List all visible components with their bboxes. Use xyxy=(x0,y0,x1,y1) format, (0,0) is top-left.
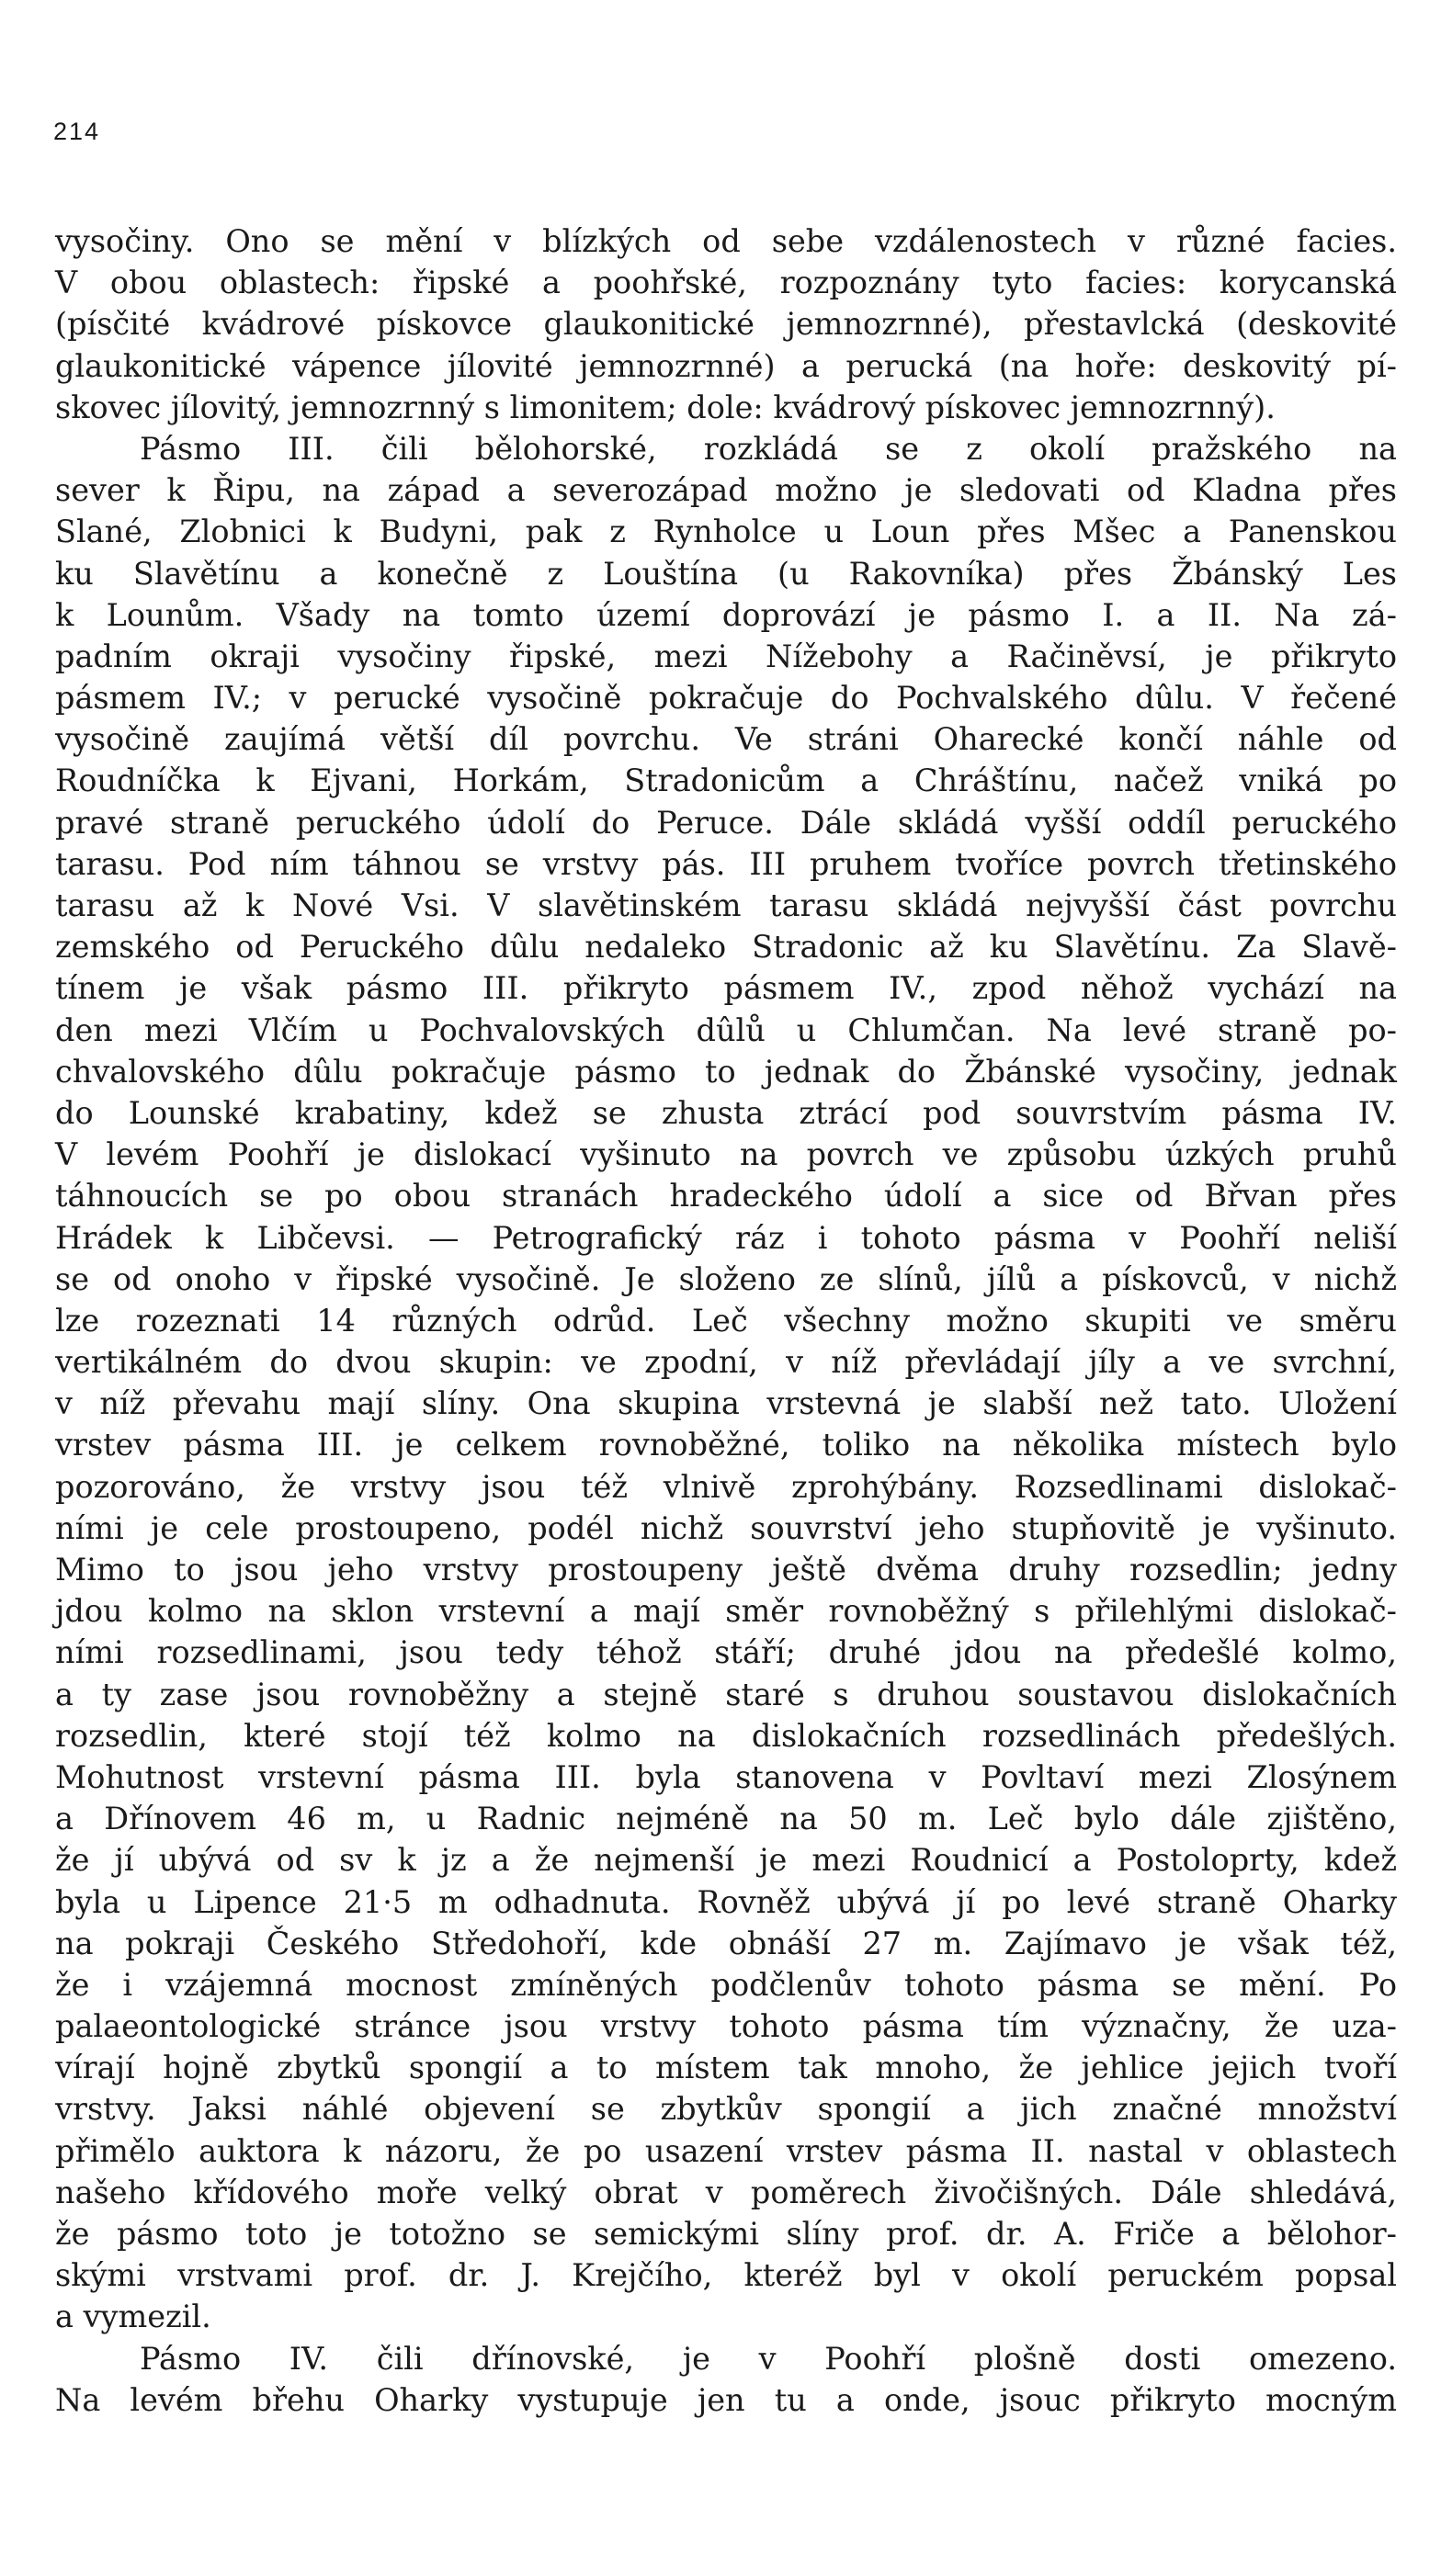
page-number: 214 xyxy=(53,118,101,145)
text-line: tarasu až k Nové Vsi. V slavětinském tarasu skládá nejvyšší část povrchu xyxy=(55,887,1397,923)
text-line: našeho křídového moře velký obrat v poměrech živočišných. Dále shledává, xyxy=(55,2174,1397,2210)
text-line: Mimo to jsou jeho vrstvy prostoupeny ještě dvěma druhy rozsedlin; jedny xyxy=(55,1552,1397,1587)
text-line: přimělo auktora k názoru, že po usazení vrstev pásma II. nastal v oblastech xyxy=(55,2132,1397,2169)
text-line: Na levém břehu Oharky vystupuje jen tu a onde, jsouc přikryto mocným xyxy=(55,2381,1397,2418)
text-line: lze rozeznati 14 různých odrůd. Leč všechny možno skupiti ve směru xyxy=(55,1302,1397,1339)
text-line: pásmem IV.; v perucké vysočině pokračuje do Pochvalského dûlu. V řečené xyxy=(55,680,1397,717)
text-line: vysočině zaujímá větší díl povrchu. Ve stráni Oharecké končí náhle od xyxy=(55,721,1397,758)
text-line: vysočiny. Ono se mění v blízkých od sebe vzdálenostech v různé facies. xyxy=(55,223,1397,259)
text-line: pozorováno, že vrstvy jsou též vlnivě zprohýbány. Rozsedlinami dislokač- xyxy=(55,1468,1397,1505)
text-line: že i vzájemná mocnost zmíněných podčlenův tohoto pásma se mění. Po xyxy=(55,1966,1397,2003)
text-line: vírají hojně zbytků spongií a to místem tak mnoho, že jehlice jejich tvoří xyxy=(55,2050,1397,2086)
text-line: sever k Řipu, na západ a severozápad možno je sledovati od Kladna přes xyxy=(55,472,1397,509)
text-line: ními rozsedlinami, jsou tedy téhož stáří; druhé jdou na předešlé kolmo, xyxy=(55,1634,1397,1671)
text-line: tarasu. Pod ním táhnou se vrstvy pás. III pruhem tvoříce povrch třetinského xyxy=(55,845,1397,882)
text-line: rozsedlin, které stojí též kolmo na dislokačních rozsedlinách předešlých. xyxy=(55,1717,1397,1754)
text-line: Hrádek k Libčevsi. — Petrografický ráz i tohoto pásma v Poohří neliší xyxy=(55,1219,1397,1256)
text-line: glaukonitické vápence jílovité jemnozrnné) a perucká (na hoře: deskovitý pí- xyxy=(55,347,1397,384)
text-line: že jí ubývá od sv k jz a že nejmenší je mezi Roudnicí a Postoloprty, kdež xyxy=(55,1842,1397,1879)
text-line: chvalovského dûlu pokračuje pásmo to jednak do Žbánské vysočiny, jednak xyxy=(55,1053,1397,1090)
text-line: padním okraji vysočiny řipské, mezi Nížebohy a Račiněvsí, je přikryto xyxy=(55,638,1397,674)
text-line: Slané, Zlobnici k Budyni, pak z Rynholce u Loun přes Mšec a Panenskou xyxy=(55,514,1397,550)
text-line: pravé straně peruckého údolí do Peruce. Dále skládá vyšší oddíl peruckého xyxy=(55,804,1397,841)
text-line: na pokraji Českého Středohoří, kde obnáší 27 m. Zajímavo je však též, xyxy=(55,1925,1397,1961)
text-line: do Lounské krabatiny, kdež se zhusta ztrácí pod souvrstvím pásma IV. xyxy=(55,1094,1397,1131)
text-line: byla u Lipence 21·5 m odhadnuta. Rovněž ubývá jí po levé straně Oharky xyxy=(55,1883,1397,1920)
text-line: zemského od Peruckého dûlu nedaleko Stradonic až ku Slavětínu. Za Slavě- xyxy=(55,929,1397,966)
text-line: se od onoho v řipské vysočině. Je složeno ze slínů, jílů a pískovců, v nichž xyxy=(55,1260,1397,1297)
text-line: Roudníčka k Ejvani, Horkám, Stradonicům a Chráštínu, načež vniká po xyxy=(55,763,1397,799)
text-line: a ty zase jsou rovnoběžny a stejně staré s druhou soustavou dislokačních xyxy=(55,1676,1397,1712)
text-line: vrstvy. Jaksi náhlé objevení se zbytkův spongií a jich značné množství xyxy=(55,2091,1397,2128)
text-line: vrstev pásma III. je celkem rovnoběžné, toliko na několika místech bylo xyxy=(55,1427,1397,1463)
text-line: vertikálném do dvou skupin: ve zpodní, v níž převládají jíly a ve svrchní, xyxy=(55,1344,1397,1381)
text-line: v níž převahu mají slíny. Ona skupina vrstevná je slabší než tato. Uložení xyxy=(55,1385,1397,1422)
text-line: V obou oblastech: řipské a poohřské, rozpoznány tyto facies: korycanská xyxy=(55,265,1397,301)
text-line: V levém Poohří je dislokací vyšinuto na povrch ve způsobu úzkých pruhů xyxy=(55,1136,1397,1173)
text-line: (písčité kvádrové pískovce glaukonitické jemnozrnné), přestavlcká (deskovité xyxy=(55,306,1397,343)
text-line: ními je cele prostoupeno, podél nichž souvrství jeho stupňovitě je vyšinuto. xyxy=(55,1509,1397,1546)
text-line: k Lounům. Všady na tomto území doprovází je pásmo I. a II. Na zá- xyxy=(55,596,1397,633)
text-line: táhnoucích se po obou stranách hradeckého údolí a sice od Břvan přes xyxy=(55,1178,1397,1215)
text-line: a Dřínovem 46 m, u Radnic nejméně na 50 m. Leč bylo dále zjištěno, xyxy=(55,1801,1397,1837)
text-line: tínem je však pásmo III. přikryto pásmem IV., zpod něhož vychází na xyxy=(55,970,1397,1007)
section-heading-line: Pásmo III. čili bělohorské, rozkládá se z okolí pražského na xyxy=(140,430,1397,467)
text-line: skovec jílovitý, jemnozrnný s limonitem; dole: kvádrový pískovec jemnozrnný). xyxy=(55,389,1276,425)
text-line: jdou kolmo na sklon vrstevní a mají směr rovnoběžný s přilehlými dislokač- xyxy=(55,1593,1397,1630)
text-line: ku Slavětínu a konečně z Louštína (u Rakovníka) přes Žbánský Les xyxy=(55,555,1397,592)
text-line: a vymezil. xyxy=(55,2299,211,2335)
section-heading-line: Pásmo IV. čili dřínovské, je v Poohří plošně dosti omezeno. xyxy=(140,2340,1397,2377)
text-line: den mezi Vlčím u Pochvalovských dûlů u Chlumčan. Na levé straně po- xyxy=(55,1011,1397,1048)
text-line: skými vrstvami prof. dr. J. Krejčího, kteréž byl v okolí peruckém popsal xyxy=(55,2257,1397,2294)
text-line: palaeontologické stránce jsou vrstvy tohoto pásma tím význačny, že uza- xyxy=(55,2008,1397,2045)
text-line: Mohutnost vrstevní pásma III. byla stanovena v Povltaví mezi Zlosýnem xyxy=(55,1758,1397,1795)
text-line: že pásmo toto je totožno se semickými slíny prof. dr. A. Friče a bělohor- xyxy=(55,2216,1397,2252)
body-text xyxy=(55,220,1397,2421)
